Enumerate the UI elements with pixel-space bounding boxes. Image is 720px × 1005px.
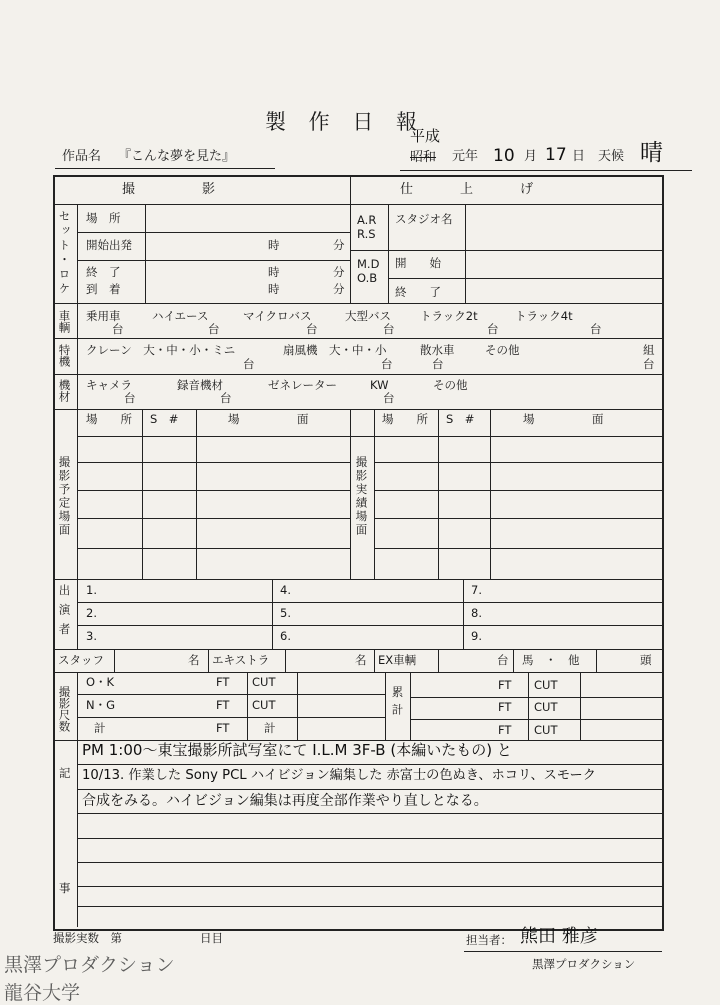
name-unit-label: 名: [355, 653, 367, 667]
generator-label: ゼネレーター: [268, 378, 337, 392]
rule: [77, 602, 662, 603]
cast-number: 1.: [86, 583, 97, 597]
rule: [438, 409, 439, 579]
rule: [77, 490, 350, 491]
extra-label: エキストラ: [212, 653, 270, 667]
rule: [77, 672, 78, 740]
unit-label: 台: [243, 357, 255, 371]
unit-label: 台: [590, 322, 602, 336]
cast-number: 2.: [86, 606, 97, 620]
rule: [208, 649, 209, 672]
rule: [388, 204, 389, 303]
rule: [142, 409, 143, 579]
rule: [285, 649, 286, 672]
rule: [580, 672, 581, 740]
total-label: 計: [264, 721, 276, 735]
unit-label: 台: [487, 322, 499, 336]
work-title-underline: [55, 168, 275, 169]
person-underline: [464, 951, 662, 952]
cast-number: 4.: [280, 583, 291, 597]
unit-label: 台: [112, 322, 124, 336]
rule: [53, 649, 662, 650]
planned-scenes-label: 撮影予定場面: [57, 456, 72, 537]
rule: [77, 717, 385, 718]
note-line-2: 10/13. 作業した Sony PCL ハイビジョン編集した 赤富士の色ぬき、ホコリ、スモーク: [82, 768, 596, 783]
scene-no-col-header: S #: [150, 412, 179, 426]
cast-number: 5.: [280, 606, 291, 620]
rule: [374, 649, 375, 672]
vehicle-sedan: 乗用車: [86, 309, 121, 323]
ft-label: FT: [498, 678, 512, 692]
vehicle-truck-2t: トラック2t: [420, 309, 478, 323]
rule: [350, 409, 351, 579]
rule: [77, 740, 78, 927]
ex-vehicle-label: EX車輌: [378, 653, 417, 667]
minute-label: 分: [333, 282, 345, 296]
scene-no-col-header: S #: [446, 412, 475, 426]
cut-label: CUT: [534, 723, 558, 737]
era-struck: 昭和: [410, 150, 437, 165]
minute-label: 分: [333, 265, 345, 279]
place-col-header: 場 所: [382, 412, 428, 426]
rule: [77, 838, 662, 839]
rule: [350, 250, 662, 251]
film-footage-label: 撮影尺数: [57, 686, 72, 732]
vehicles-label: 車輌: [57, 310, 72, 333]
vehicle-hiace: ハイエース: [152, 309, 209, 323]
month-label: 月: [524, 149, 538, 164]
unit-label: 台: [208, 322, 220, 336]
day-label: 日: [572, 149, 586, 164]
rule: [77, 625, 662, 626]
date-underline: [400, 170, 692, 171]
cut-label: CUT: [534, 678, 558, 692]
rule: [410, 697, 662, 698]
unit-label: 台: [381, 357, 393, 371]
rule: [77, 579, 78, 649]
staff-label: スタッフ: [58, 653, 104, 667]
days-unit-label: 日目: [200, 931, 223, 945]
shooting-header: 撮 影: [122, 182, 219, 197]
unit-label: 台: [497, 653, 509, 667]
place-label: 場 所: [86, 211, 121, 225]
end-label: 終 了: [86, 265, 121, 279]
rule: [528, 672, 529, 740]
rule: [247, 672, 248, 740]
rule: [53, 338, 662, 339]
rule: [272, 579, 273, 649]
sound-label: 録音機材: [177, 378, 223, 392]
studio-name-label: スタジオ名: [395, 212, 453, 226]
rule: [53, 303, 662, 304]
work-title-label: 作品名: [62, 149, 102, 164]
note-line-3: 合成をみる。ハイビジョン編集は再度全部作業やり直しとなる。: [82, 793, 488, 809]
rule: [388, 278, 662, 279]
rule: [374, 490, 662, 491]
rule: [374, 462, 662, 463]
day-value: 17: [545, 145, 567, 165]
rule: [77, 886, 662, 887]
rule: [374, 548, 662, 549]
rule: [53, 374, 662, 375]
company-name: 黒澤プロダクション: [532, 957, 636, 971]
year-label: 元年: [452, 149, 479, 164]
cast-number: 6.: [280, 629, 291, 643]
place-col-header: 場 所: [86, 412, 132, 426]
notes-label-top: 記: [59, 766, 71, 780]
finishing-header: 仕 上 げ: [400, 182, 536, 197]
weather-label: 天候: [598, 149, 625, 164]
unit-label: 台: [220, 391, 232, 405]
finish-label: 終 了: [395, 285, 441, 299]
unit-label: 台: [432, 357, 444, 371]
hour-label: 時: [268, 238, 280, 252]
hour-label: 時: [268, 282, 280, 296]
watermark-line-1: 黒澤プロダクション: [4, 954, 175, 976]
rule: [410, 719, 662, 720]
cast-number: 3.: [86, 629, 97, 643]
kw-label: KW: [370, 378, 389, 392]
ft-label: FT: [498, 723, 512, 737]
unit-label: 台: [383, 391, 395, 405]
special-label: 特機: [57, 344, 72, 367]
rule: [53, 409, 662, 410]
scene-col-header: 場 面: [228, 412, 309, 426]
vehicle-truck-4t: トラック4t: [515, 309, 573, 323]
fan-label: 扇風機 大・中・小: [283, 343, 387, 357]
rule: [77, 204, 78, 303]
shooting-days-label: 撮影実数 第: [53, 931, 122, 945]
notes-label-bottom: 事: [59, 881, 71, 895]
rule: [596, 649, 597, 672]
unit-label: 台: [306, 322, 318, 336]
cut-label: CUT: [252, 698, 276, 712]
total-label: 計: [94, 721, 106, 735]
person-in-charge-name: 熊田 雅彦: [520, 926, 598, 947]
rule: [385, 672, 386, 740]
cast-number: 7.: [471, 583, 482, 597]
unit-label: 台: [643, 357, 655, 371]
rule: [77, 518, 350, 519]
rule: [77, 548, 350, 549]
ft-label: FT: [498, 700, 512, 714]
md-ob-label: M.D O.B: [357, 257, 380, 285]
rule: [196, 409, 197, 579]
camera-label: キャメラ: [86, 378, 132, 392]
set-unit-label: 組: [643, 343, 655, 357]
minute-label: 分: [333, 238, 345, 252]
arrival-label: 到 着: [86, 282, 121, 296]
rule: [463, 579, 464, 649]
set-location-label: セット・ロケ: [57, 210, 72, 297]
ft-label: FT: [216, 721, 230, 735]
rule: [490, 409, 491, 579]
rule: [77, 436, 662, 437]
rule: [77, 862, 662, 863]
rule: [114, 649, 115, 672]
name-unit-label: 名: [188, 653, 200, 667]
vehicle-bus: 大型バス: [345, 309, 391, 323]
scene-col-header: 場 面: [523, 412, 604, 426]
rule: [410, 672, 411, 740]
rule: [77, 789, 662, 790]
note-line-1: PM 1:00～東宝撮影所試写室にて I.L.M 3F-B (本編いたもの) と: [82, 741, 512, 759]
rule: [513, 649, 514, 672]
vehicle-microbus: マイクロバス: [243, 309, 312, 323]
start-label: 開 始: [395, 256, 441, 270]
work-title-value: 『こんな夢を見た』: [118, 149, 236, 164]
rule: [374, 409, 375, 579]
rule: [77, 462, 350, 463]
person-in-charge-label: 担当者：: [466, 933, 512, 947]
rule: [297, 672, 298, 740]
rule: [53, 579, 662, 580]
cumulative-label: 累計: [390, 686, 405, 721]
weather-value: 晴: [640, 140, 663, 166]
horse-label: 馬 ・ 他: [522, 653, 580, 667]
hour-label: 時: [268, 265, 280, 279]
rule: [465, 204, 466, 303]
rule: [374, 518, 662, 519]
ft-label: FT: [216, 698, 230, 712]
month-value: 10: [493, 146, 515, 166]
rule: [77, 409, 78, 579]
rule: [77, 260, 350, 261]
rule: [77, 813, 662, 814]
actual-scenes-label: 撮影実績場面: [354, 456, 369, 537]
unit-label: 台: [124, 391, 136, 405]
ar-rs-label: A.R R.S: [357, 213, 377, 241]
ng-label: N・G: [86, 698, 116, 712]
water-truck-label: 散水車: [420, 343, 455, 357]
watermark-line-2: 龍谷大学: [4, 982, 81, 1004]
rule: [438, 649, 439, 672]
cast-number: 8.: [471, 606, 482, 620]
form-title: 製 作 日 報: [265, 110, 426, 134]
rule: [53, 672, 662, 673]
crane-label: クレーン 大・中・小・ミニ: [86, 343, 236, 357]
rule: [77, 906, 662, 907]
cast-number: 9.: [471, 629, 482, 643]
equipment-other-label: その他: [433, 378, 468, 392]
special-other-label: その他: [485, 343, 520, 357]
cut-label: CUT: [534, 700, 558, 714]
equipment-label: 機材: [57, 379, 72, 402]
departure-label: 開始出発: [86, 238, 132, 252]
rule: [350, 175, 351, 303]
ok-label: O・K: [86, 675, 115, 689]
cut-label: CUT: [252, 675, 276, 689]
era-handwritten: 平成: [410, 127, 441, 145]
rule: [77, 764, 662, 765]
head-unit-label: 頭: [640, 653, 652, 667]
cast-label: 出演者: [57, 584, 72, 643]
ft-label: FT: [216, 675, 230, 689]
rule: [77, 232, 350, 233]
rule: [77, 694, 385, 695]
unit-label: 台: [383, 322, 395, 336]
rule: [145, 204, 146, 303]
